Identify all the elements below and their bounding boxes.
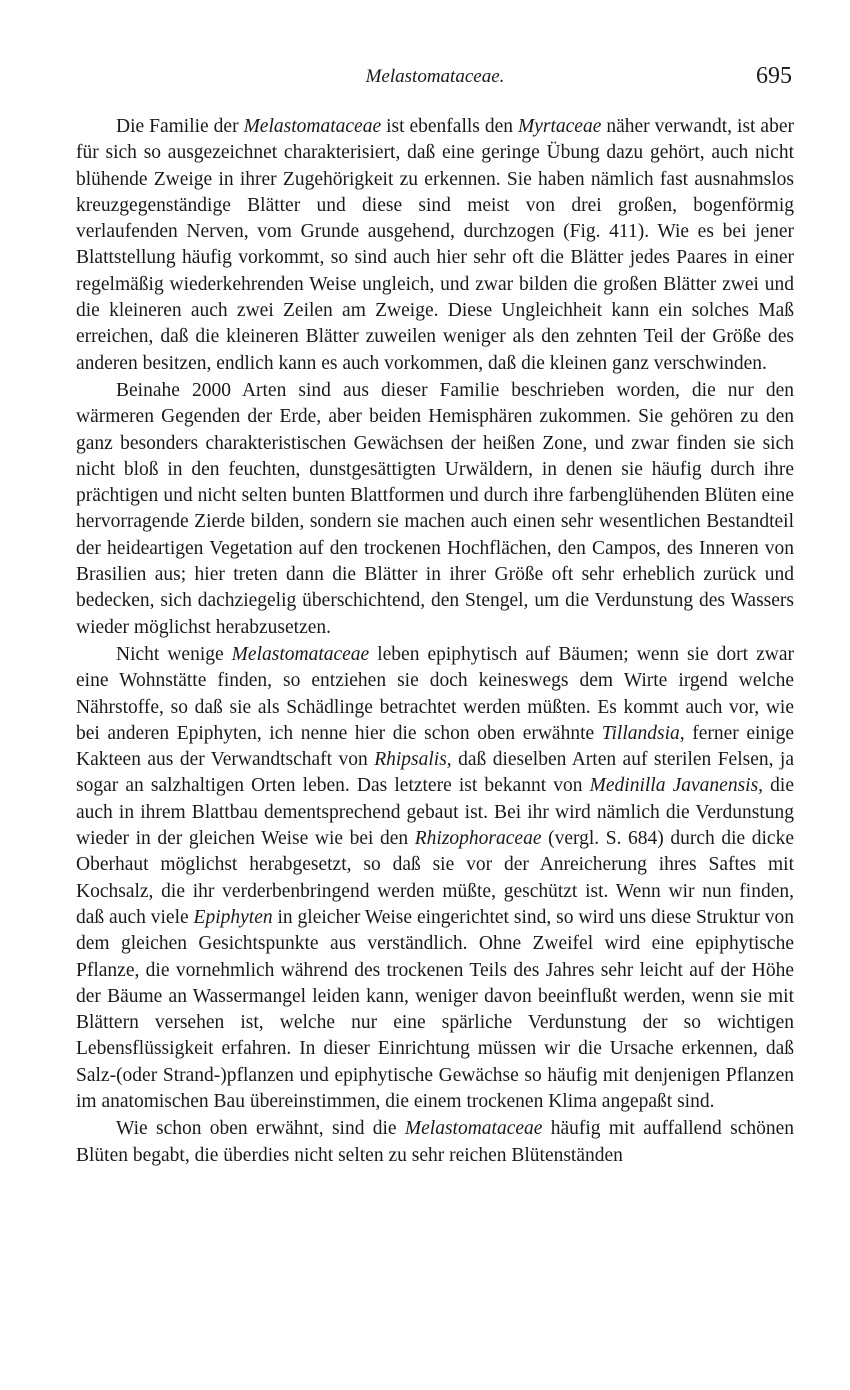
text-run: ist ebenfalls den: [381, 116, 518, 137]
taxon-name: Melastomataceae: [404, 1118, 543, 1140]
taxon-name: Rhipsalis,: [374, 749, 452, 771]
text-run: Die Familie der: [116, 116, 244, 137]
paragraph: [76, 114, 794, 377]
text-run: ferner einige Kakteen aus der Verwandtschaft von: [76, 722, 794, 771]
paragraph: [76, 378, 794, 641]
text-run: Wie schon oben erwähnt, sind die: [116, 1118, 405, 1140]
taxon-name: Melastomataceae: [243, 116, 382, 137]
taxon-name: Tillandsia,: [601, 722, 685, 744]
paragraph: [76, 1116, 794, 1169]
text-run: häufig mit auffallend schönen Blüten begabt, die überdies nicht selten zu sehr reichen Blütenständen: [76, 1118, 795, 1166]
text-run: Nicht wenige: [116, 643, 232, 665]
taxon-name: Medinilla Javanensis,: [589, 775, 764, 797]
text-run: daß dieselben Arten auf sterilen Felsen, ja sogar an salzhaltigen Orten leben. Das letztere ist bekannt von: [76, 749, 794, 797]
text-run: leben epiphytisch auf Bäumen; wenn sie dort zwar eine Wohnstätte finden, so entziehen sie doch keineswegs dem Wirte irgend welche Nährstoffe, so daß sie als Schädlinge betrachtet werden müßten. Es kommt auch vor, wie bei anderen Epiphyten, ich nenne hier die schon oben erwähnte: [76, 643, 794, 744]
text-run: Beinahe 2000 Arten sind aus dieser Familie beschrieben worden, die nur den wärmeren Gegenden der Erde, aber beiden Hemisphären zukommen. Sie gehören zu den ganz besonders charakteristischen Gewächsen der heißen Zone, und zwar finden sie sich nicht bloß in den feuchten, dunstgesättigten Urwäldern, in denen sie häufig durch ihre prächtigen und nicht selten bunten Blattformen und durch ihre farbenglühenden Blüten eine hervorragende Zierde bilden, sondern sie machen auch einen sehr wesentlichen Bestandteil der heideartigen Vegetation auf den trockenen Hochflächen, den Campos, des Inneren von Brasilien aus; hier treten dann die Blätter in ihrer Größe oft sehr erheblich zurück und bedecken, sich dachziegelig überschichtend, den Stengel, um die Verdunstung des Wassers wieder möglichst herabzusetzen.: [76, 379, 794, 638]
page-number: 695: [756, 63, 792, 89]
taxon-name: Rhizophoraceae: [414, 828, 542, 850]
taxon-name: Melastomataceae: [231, 643, 370, 665]
taxon-name: Myrtaceae: [517, 116, 602, 137]
text-run: in gleicher Weise eingerichtet sind, so wird uns diese Struktur von dem gleichen Gesichtspunkte aus verständlich. Ohne Zweifel wird eine epiphytische Pflanze, die vornehmlich während des trockenen Teils des Jahres sehr leicht auf der Höhe der Bäume an Wassermangel leiden kann, weniger davon beeinflußt werden, wenn sie mit Blättern versehen ist, welche nur eine spärliche Verdunstung der so wichtigen Lebensflüssigkeit erfahren. In dieser Einrichtung müssen wir die Ursache erkennen, daß Salz-(oder Strand-)pflanzen und epiphytische Gewächse so häufig mit denjenigen Pflanzen im anatomischen Bau übereinstimmen, die einem trockenen Klima angepaßt sind.: [76, 906, 794, 1112]
running-title: Melastomataceae.: [365, 66, 505, 87]
text-run: die auch in ihrem Blattbau dementsprechend gebaut ist. Bei ihr wird nämlich die Verdunstung wieder in der gleichen Weise wie bei den: [76, 775, 794, 850]
body-text: [76, 114, 794, 1169]
text-run: (vergl. S. 684) durch die dicke Oberhaut möglichst herabgesetzt, so daß sie vor der Anreicherung ihres Saftes mit Kochsalz, die ihr verderbenbringend werden müßte, geschützt ist. Wenn wir nun finden, daß auch viele: [76, 828, 794, 928]
page-header: [76, 64, 794, 98]
taxon-name: Epiphyten: [193, 906, 273, 928]
paragraph: [76, 642, 794, 1115]
text-run: näher verwandt, ist aber für sich so ausgezeichnet charakterisiert, daß eine geringe Übung dazu gehört, auch nicht blühende Zweige in ihrer Zugehörigkeit zu erkennen. Sie haben nämlich fast ausnahmslos kreuzgegenständige Blätter und diese sind meist von drei großen, bogenförmig verlaufenden Nerven, vom Grunde ausgehend, durchzogen (Fig. 411). Wie es bei jener Blattstellung häufig vorkommt, so sind auch hier sehr oft die Blätter jedes Paares in einer regelmäßig wiederkehrenden Weise ungleich, und zwar bilden die großen Blätter zwei und die kleineren auch zwei Zeilen am Zweige. Diese Ungleichheit kann ein solches Maß erreichen, daß die kleineren Blätter zuweilen weniger als den zehnten Teil der Größe des anderen besitzen, endlich kann es auch vorkommen, daß die kleinen ganz verschwinden.: [76, 116, 794, 374]
